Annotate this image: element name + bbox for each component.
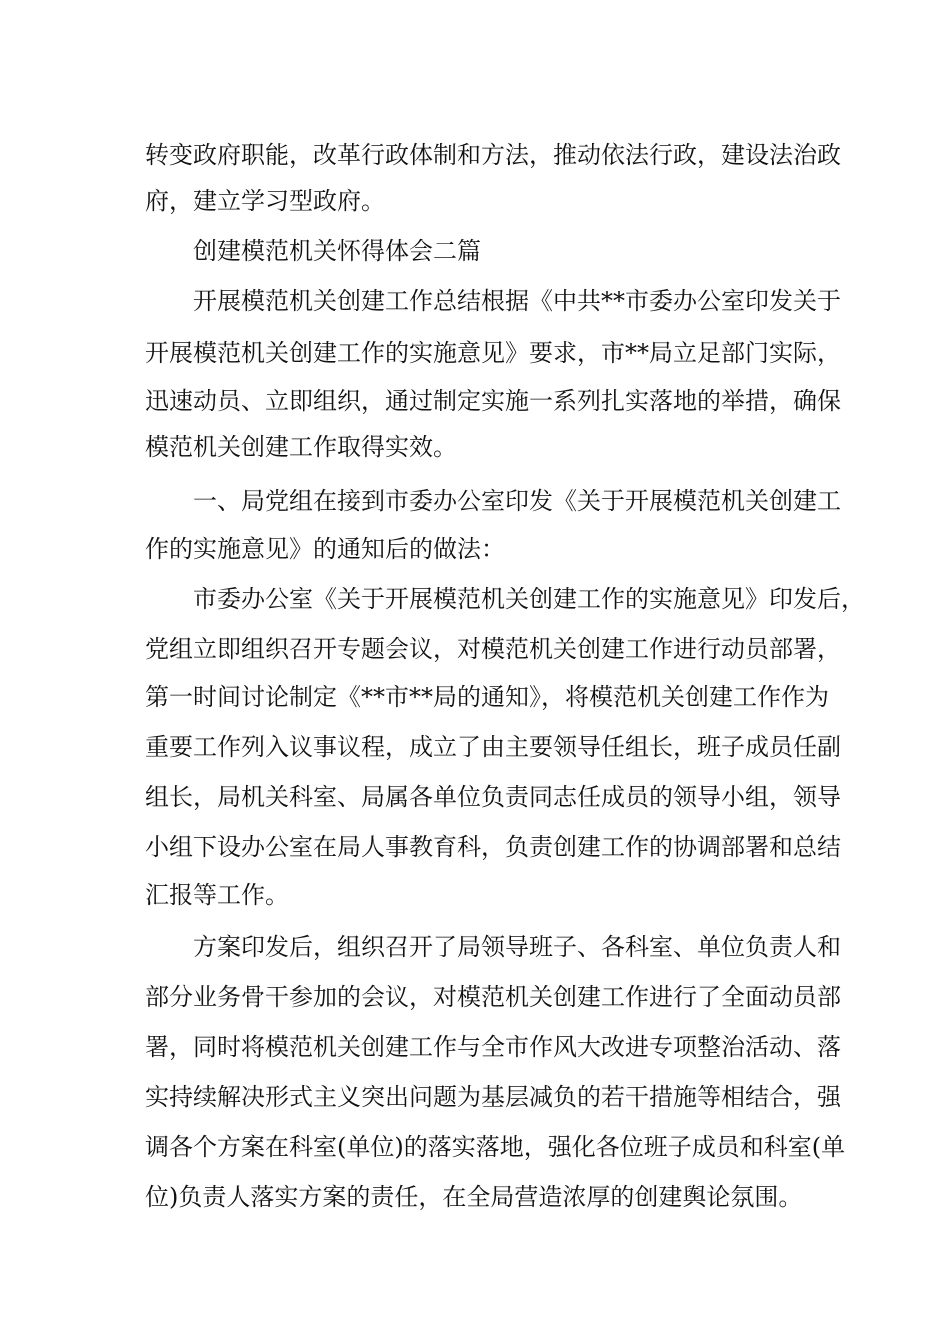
text-line: 部分业务骨干参加的会议，对模范机关创建工作进行了全面动员部 (145, 983, 841, 1011)
text-line: 重要工作列入议事议程，成立了由主要领导任组长，班子成员任副 (145, 733, 841, 761)
text-line: 开展模范机关创建工作的实施意见》要求，市**局立足部门实际， (145, 339, 841, 367)
text-line: 汇报等工作。 (145, 881, 289, 909)
text-line: 模范机关创建工作取得实效。 (145, 433, 457, 461)
text-line: 迅速动员、立即组织，通过制定实施一系列扎实落地的举措，确保 (145, 387, 841, 415)
section-title: 创建模范机关怀得体会二篇 (193, 237, 481, 265)
text-line: 组长，局机关科室、局属各单位负责同志任成员的领导小组，领导 (145, 783, 841, 811)
text-line: 调各个方案在科室(单位)的落实落地，强化各位班子成员和科室(单 (145, 1133, 846, 1161)
text-line: 府，建立学习型政府。 (145, 187, 385, 215)
paragraph-start: 开展模范机关创建工作总结根据《中共**市委办公室印发关于 (193, 287, 841, 315)
text-line: 作的实施意见》的通知后的做法： (145, 535, 505, 563)
text-line: 位)负责人落实方案的责任，在全局营造浓厚的创建舆论氛围。 (145, 1183, 803, 1211)
paragraph-start: 市委办公室《关于开展模范机关创建工作的实施意见》印发后， (193, 585, 865, 613)
text-line: 第一时间讨论制定《**市**局的通知》，将模范机关创建工作作为 (145, 683, 829, 711)
text-line: 实持续解决形式主义突出问题为基层减负的若干措施等相结合，强 (145, 1083, 841, 1111)
text-line: 转变政府职能，改革行政体制和方法，推动依法行政，建设法治政 (145, 141, 841, 169)
text-line: 党组立即组织召开专题会议，对模范机关创建工作进行动员部署， (145, 635, 841, 663)
text-line: 小组下设办公室在局人事教育科，负责创建工作的协调部署和总结 (145, 833, 841, 861)
paragraph-start: 一、局党组在接到市委办公室印发《关于开展模范机关创建工 (193, 487, 841, 515)
paragraph-start: 方案印发后，组织召开了局领导班子、各科室、单位负责人和 (193, 933, 841, 961)
text-line: 署，同时将模范机关创建工作与全市作风大改进专项整治活动、落 (145, 1033, 841, 1061)
